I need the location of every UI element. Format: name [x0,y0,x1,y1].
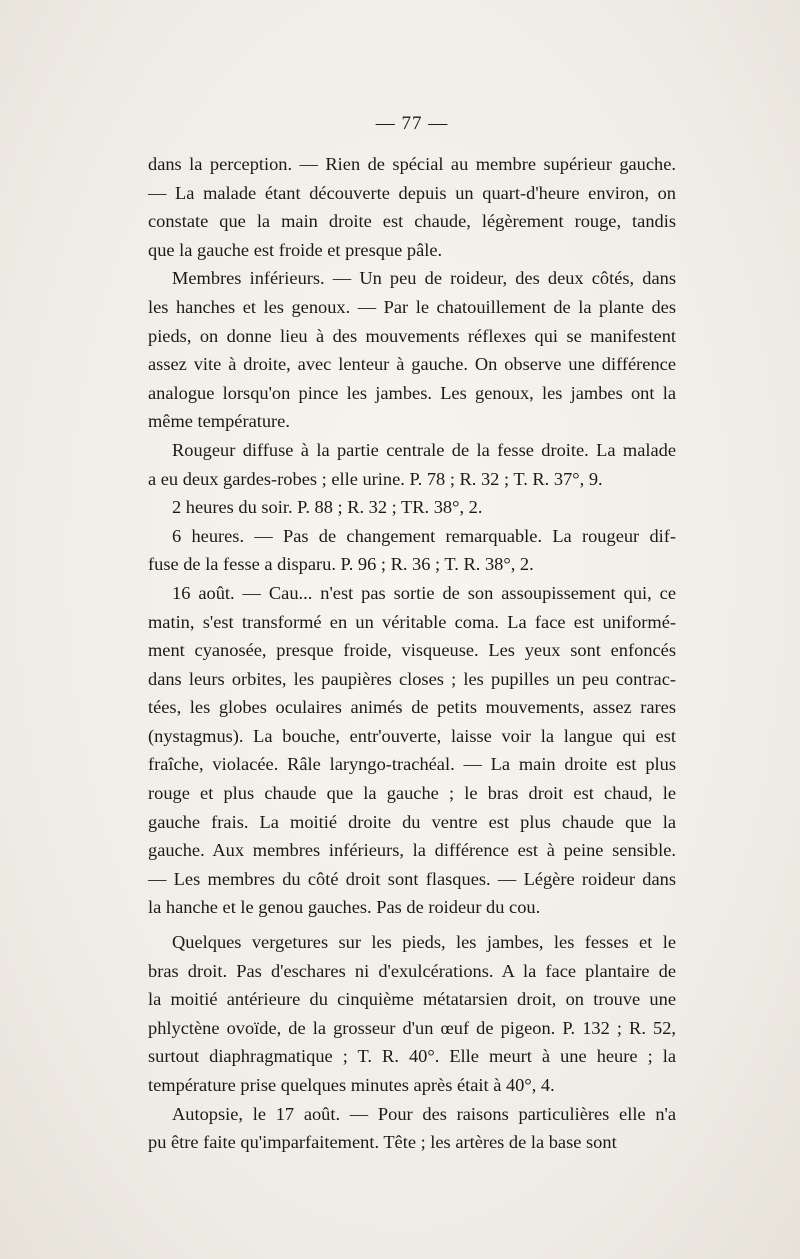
text-line: 16 août. — Cau... n'est pas sortie de son assoupissement qui, ce [172,582,676,603]
text-line: dans la perception. — Rien de spécial au membre supérieur gauche. [148,154,676,174]
text-line: pieds, on donne lieu à des mouvements réflexes qui se manifestent [148,325,676,346]
paragraph [148,493,676,522]
text-line: 2 heures du soir. P. 88 ; R. 32 ; TR. 38°, 2. [172,497,483,518]
text-line: surtout diaphragmatique ; T. R. 40°. Elle meurt à une heure ; la [148,1046,676,1067]
text-line: gauche frais. La moitié droite du ventre est plus chaude que la [148,811,676,832]
paragraph [148,436,676,493]
paragraph [148,150,676,264]
text-block [148,112,676,1157]
text-line: — Les membres du côté droit sont flasques. — Légère roideur dans [148,868,676,889]
text-line: gauche. Aux membres inférieurs, la différence est à peine sensible. [148,840,676,861]
text-line: Autopsie, le 17 août. — Pour des raisons particulières elle n'a [172,1103,676,1124]
text-line: a eu deux gardes-robes ; elle urine. P. 78 ; R. 32 ; T. R. 37°, 9. [148,468,603,489]
paragraph [148,264,676,436]
text-line: assez vite à droite, avec lenteur à gauche. On observe une différence [148,354,676,375]
paragraph [148,928,676,1100]
paragraph [148,522,676,579]
text-line: fraîche, violacée. Râle laryngo-trachéal. — La main droite est plus [148,754,676,775]
text-line: phlyctène ovoïde, de la grosseur d'un œuf de pigeon. P. 132 ; R. 52, [148,1017,676,1038]
text-line: ment cyanosée, presque froide, visqueuse. Les yeux sont enfoncés [148,640,676,661]
text-line: fuse de la fesse a disparu. P. 96 ; R. 36 ; T. R. 38°, 2. [148,554,534,575]
text-line: 6 heures. — Pas de changement remarquable. La rougeur dif- [172,525,676,546]
text-line: (nystagmus). La bouche, entr'ouverte, laisse voir la langue qui est [148,725,676,746]
text-line: la moitié antérieure du cinquième métatarsien droit, on trouve une [148,989,676,1010]
paragraph [148,579,676,922]
text-line: bras droit. Pas d'eschares ni d'exulcérations. A la face plantaire de [148,960,676,981]
paragraph [148,1100,676,1157]
text-line: que la gauche est froide et presque pâle. [148,239,443,260]
text-line: — La malade étant découverte depuis un quart-d'heure environ, on [148,182,676,203]
text-line: dans leurs orbites, les paupières closes ; les pupilles un peu contrac- [148,668,676,689]
text-line: température prise quelques minutes après était à 40°, 4. [148,1075,555,1095]
text-line: rouge et plus chaude que la gauche ; le bras droit est chaud, le [148,783,676,804]
text-line: analogue lorsqu'on pince les jambes. Les genoux, les jambes ont la [148,382,676,403]
page-number: — 77 — [375,113,449,134]
text-line: tées, les globes oculaires animés de petits mouvements, assez rares [148,697,676,718]
text-line: pu être faite qu'imparfaitement. Tête ; les artères de la base sont [148,1132,617,1153]
text-line: matin, s'est transformé en un véritable coma. La face est uniformé- [148,611,676,632]
text-line: les hanches et les genoux. — Par le chatouillement de la plante des [148,296,676,317]
text-line: Membres inférieurs. — Un peu de roideur, des deux côtés, dans [172,268,676,289]
text-line: la hanche et le genou gauches. Pas de roideur du cou. [148,897,541,918]
text-line: Quelques vergetures sur les pieds, les jambes, les fesses et le [172,932,676,953]
text-line: Rougeur diffuse à la partie centrale de la fesse droite. La malade [172,439,676,460]
text-line: même température. [148,411,290,432]
text-line: constate que la main droite est chaude, légèrement rouge, tandis [148,211,676,232]
